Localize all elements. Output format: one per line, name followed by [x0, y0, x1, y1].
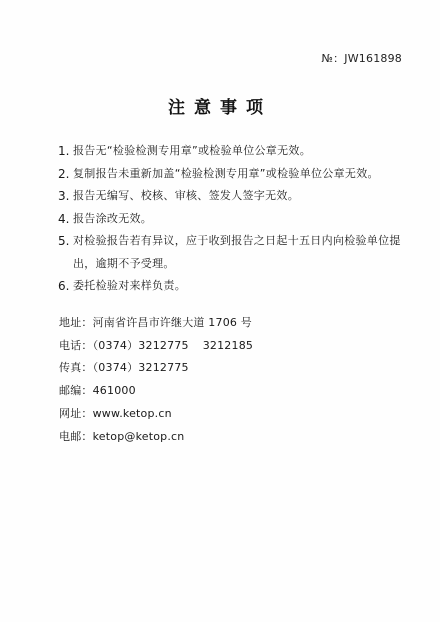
note-text: 复制报告未重新加盖“检验检测专用章”或检验单位公章无效。	[73, 166, 379, 180]
phone-value-primary: （0374）3212775	[92, 338, 189, 352]
website-row	[59, 403, 399, 426]
fax-value: （0374）3212775	[92, 361, 189, 375]
postcode-label: 邮编：	[59, 384, 93, 398]
postcode-row	[59, 380, 399, 403]
note-number: 2.	[58, 166, 70, 181]
note-item	[58, 208, 410, 231]
note-item	[58, 230, 410, 275]
note-number: 4.	[58, 211, 70, 226]
note-item	[58, 275, 410, 298]
fax-label: 传真：	[59, 361, 93, 375]
email-link[interactable]: ketop@ketop.cn	[92, 429, 185, 443]
note-number: 5.	[58, 234, 70, 248]
phone-label: 电话：	[59, 338, 93, 352]
note-number: 1.	[58, 144, 70, 158]
note-number: 6.	[58, 279, 70, 293]
contact-info	[59, 312, 399, 448]
website-link[interactable]: www.ketop.cn	[92, 406, 172, 420]
email-row	[59, 426, 399, 449]
note-item	[58, 185, 410, 208]
note-item	[58, 140, 410, 163]
address-label: 地址：	[59, 316, 93, 329]
note-number: 3.	[58, 189, 70, 203]
email-label: 电邮：	[59, 429, 93, 443]
note-item	[58, 163, 410, 186]
address-row	[59, 312, 399, 335]
note-text: 报告无编写、校核、审核、签发人签字无效。	[73, 189, 299, 202]
address-value: 河南省许昌市许继大道 1706 号	[92, 316, 252, 329]
phone-value-secondary: 3212185	[202, 338, 254, 352]
note-text: 报告无“检验检测专用章”或检验单位公章无效。	[73, 144, 311, 157]
fax-row	[59, 357, 399, 380]
postcode-value: 461000	[92, 384, 136, 398]
notes-list	[58, 140, 410, 298]
note-text: 对检验报告若有异议，应于收到报告之日起十五日内向检验单位提出，逾期不予受理。	[73, 234, 401, 270]
page-title: 注意事项	[168, 98, 272, 118]
phone-row	[59, 335, 399, 358]
document-number: №：JW161898	[321, 52, 402, 65]
note-text: 报告涂改无效。	[73, 211, 153, 225]
website-label: 网址：	[59, 406, 93, 420]
note-text: 委托检验对来样负责。	[73, 279, 186, 292]
